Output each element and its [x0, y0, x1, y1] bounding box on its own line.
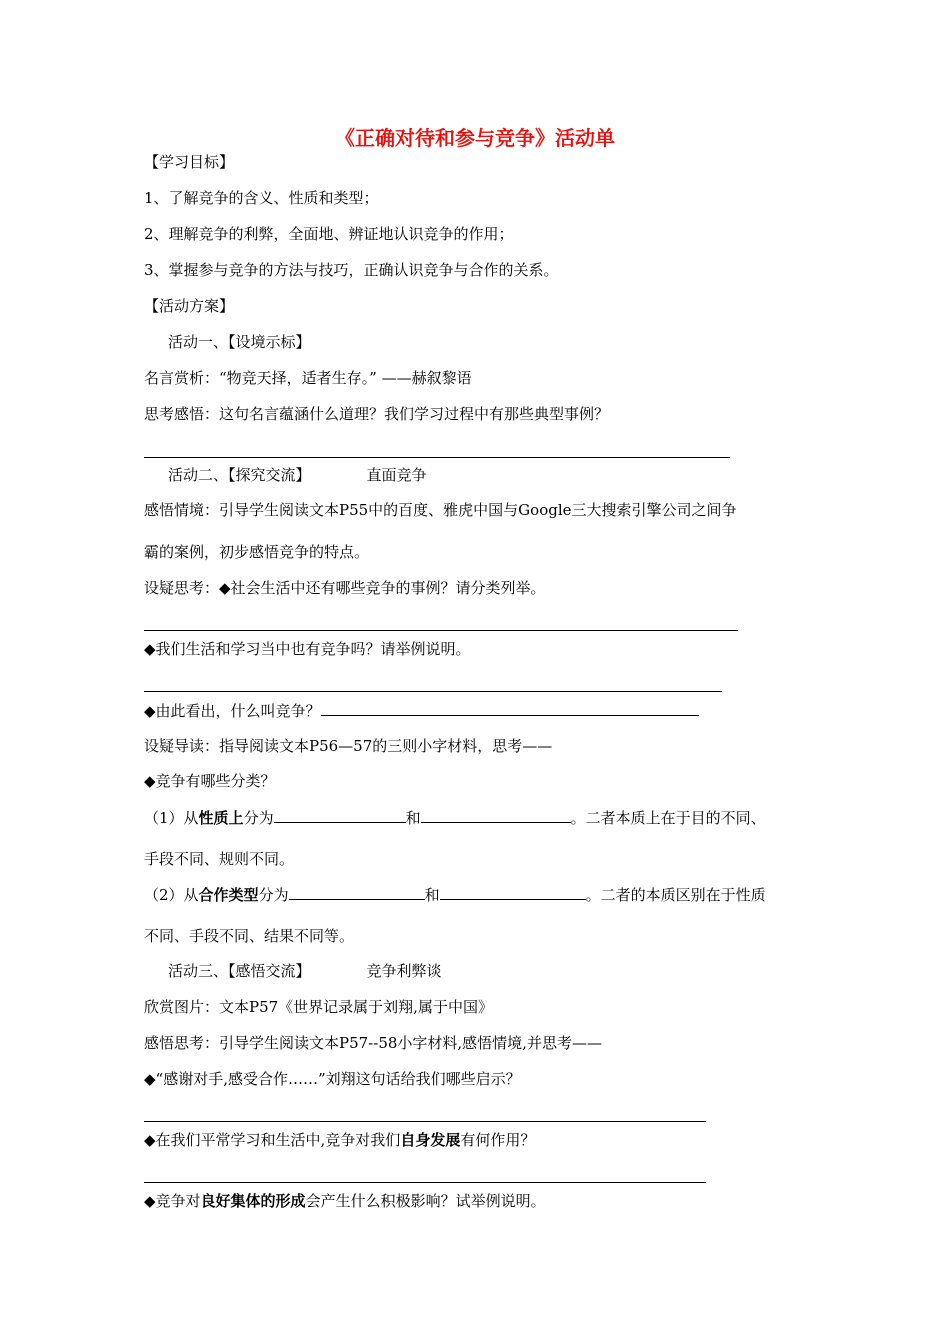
answer-line[interactable]	[144, 1121, 706, 1122]
text-segment: ◆竞争对	[144, 1192, 201, 1210]
question: ◆“感谢对手,感受合作……”刘翔这句话给我们哪些启示？	[144, 1070, 521, 1088]
answer-blank[interactable]	[321, 700, 699, 716]
bold-term: 良好集体的形成	[200, 1192, 306, 1210]
reflection-question: 思考感悟：这句名言蕴涵什么道理？我们学习过程中有那些典型事例？	[144, 405, 610, 423]
answer-line[interactable]	[144, 1182, 706, 1183]
text-segment: 有何作用？	[460, 1131, 536, 1149]
goal-item: 1、了解竞争的含义、性质和类型；	[144, 189, 379, 207]
picture-appreciation: 欣赏图片：文本P57《世界记录属于刘翔,属于中国》	[144, 998, 493, 1016]
classification-2	[144, 884, 766, 905]
question: ◆竞争有哪些分类？	[144, 772, 276, 790]
activity-3-subtitle: 竞争利弊谈	[366, 962, 442, 980]
context-text: 感悟情境：引导学生阅读文本P55中的百度、雅虎中国与Google三大搜索引擎公司之间争	[144, 501, 737, 519]
guide-text: 设疑导读：指导阅读文本P56—57的三则小字材料，思考——	[144, 737, 553, 755]
answer-line[interactable]	[144, 630, 738, 631]
answer-blank[interactable]	[440, 884, 586, 900]
answer-blank[interactable]	[274, 807, 406, 823]
text-segment: 。二者本质上在于目的不同、	[570, 809, 766, 827]
reflection-text: 感悟思考：引导学生阅读文本P57--58小字材料,感悟情境,并思考——	[144, 1034, 602, 1052]
bold-term: 性质上	[198, 809, 244, 827]
question	[144, 1130, 535, 1150]
text-segment: 会产生什么积极影响？试举例说明。	[305, 1192, 546, 1210]
activity-3-title	[168, 961, 442, 981]
bold-term: 合作类型	[198, 886, 259, 904]
answer-blank[interactable]	[421, 807, 571, 823]
classification-1-cont: 手段不同、规则不同。	[144, 850, 295, 868]
text-segment: 。二者的本质区别在于性质	[585, 886, 766, 904]
activity-2-title	[168, 465, 427, 485]
text-segment: 和	[424, 886, 440, 904]
activity-1-title: 活动一、【设境示标】	[168, 333, 311, 351]
question	[144, 700, 699, 721]
text-segment: （1）从	[144, 809, 199, 827]
quote-appreciation: 名言赏析：“物竞天择，适者生存。” ——赫叙黎语	[144, 369, 472, 387]
answer-blank[interactable]	[289, 884, 425, 900]
text-segment: 分为	[258, 886, 289, 904]
question	[144, 1191, 546, 1211]
question: 设疑思考：◆社会生活中还有哪些竞争的事例？请分类列举。	[144, 579, 546, 597]
activity-3-label: 活动三、【感悟交流】	[168, 962, 311, 980]
goal-item: 2、理解竞争的利弊，全面地、辨证地认识竞争的作用；	[144, 225, 514, 243]
goal-item: 3、掌握参与竞争的方法与技巧，正确认识竞争与合作的关系。	[144, 261, 559, 279]
plan-heading: 【活动方案】	[144, 297, 235, 315]
context-text: 霸的案例，初步感悟竞争的特点。	[144, 543, 370, 561]
activity-2-subtitle: 直面竞争	[366, 466, 427, 484]
answer-line[interactable]	[144, 457, 730, 458]
activity-2-label: 活动二、【探究交流】	[168, 466, 311, 484]
question-text: ◆由此看出，什么叫竞争？	[144, 702, 321, 720]
text-segment: 分为	[243, 809, 274, 827]
bold-term: 自身发展	[400, 1131, 461, 1149]
classification-2-cont: 不同、手段不同、结果不同等。	[144, 927, 355, 945]
page-title: 《正确对待和参与竞争》活动单	[335, 126, 615, 150]
text-segment: （2）从	[144, 886, 199, 904]
classification-1	[144, 807, 766, 828]
question: ◆我们生活和学习当中也有竞争吗？请举例说明。	[144, 640, 471, 658]
text-segment: 和	[405, 809, 421, 827]
goals-heading: 【学习目标】	[144, 153, 235, 171]
text-segment: ◆在我们平常学习和生活中,竞争对我们	[144, 1131, 401, 1149]
answer-line[interactable]	[144, 691, 722, 692]
